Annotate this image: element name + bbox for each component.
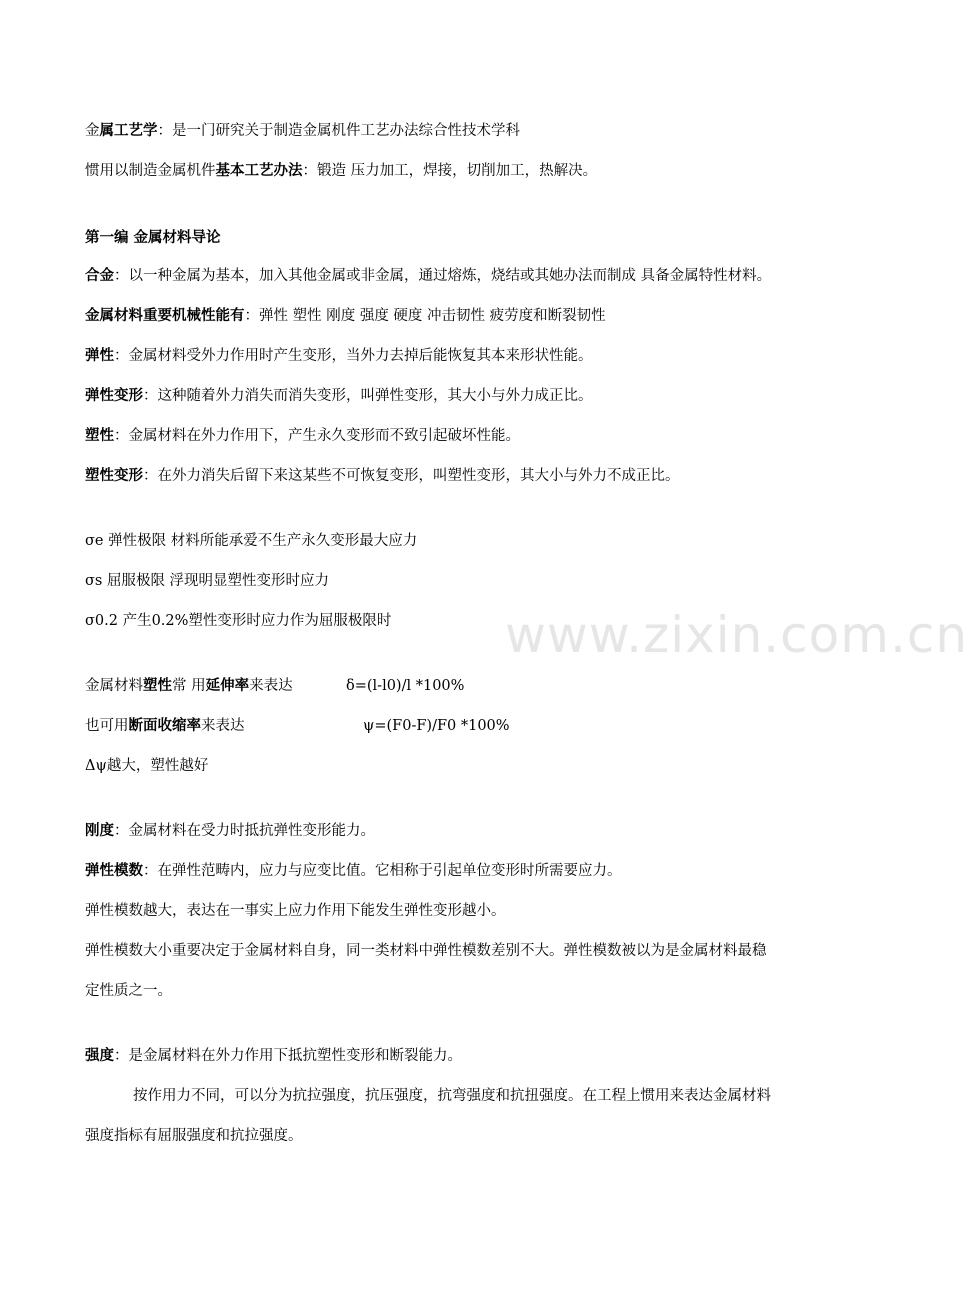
modulus-paragraph-1: 弹性模数越大，表达在一事实上应力作用下能发生弹性变形越小。 xyxy=(85,903,506,919)
reduction-formula: ψ=(F0-F)/F0 *100% xyxy=(363,718,510,734)
text: ：锻造 压力加工，焊接，切削加工，热解决。 xyxy=(302,163,598,179)
elongation-formula: δ=(l-l0)/l *100% xyxy=(346,678,465,694)
modulus-paragraph-2a: 弹性模数大小重要决定于金属材料自身，同一类材料中弹性模数差别不大。弹性模数被以为是金属材料最稳 xyxy=(85,943,767,959)
text: ：弹性 塑性 刚度 强度 硬度 冲击韧性 疲劳度和断裂韧性 xyxy=(244,308,606,324)
limit-proof: σ0.2 产生0.2%塑性变形时应力作为屈服极限时 xyxy=(85,613,392,629)
term: 属工艺学 xyxy=(99,123,158,139)
term: 强度 xyxy=(85,1048,114,1064)
def-alloy xyxy=(85,266,771,286)
text: ：金属材料在外力作用下，产生永久变形而不致引起破坏性能。 xyxy=(114,428,520,444)
term: 刚度 xyxy=(85,823,114,839)
modulus-paragraph-2b: 定性质之一。 xyxy=(85,983,172,999)
text: ：在弹性范畴内，应力与应变比值。它相称于引起单位变形时所需要应力。 xyxy=(143,863,622,879)
term: 延伸率 xyxy=(205,678,250,694)
intro-line-1 xyxy=(85,121,520,141)
limit-yield: σs 屈服极限 浮现明显塑性变形时应力 xyxy=(85,573,330,589)
text: 来表达 xyxy=(201,718,245,734)
strength-paragraph-b: 强度指标有屈服强度和抗拉强度。 xyxy=(85,1128,303,1144)
plasticity-line-2 xyxy=(85,716,245,736)
def-elastic-deformation xyxy=(85,386,593,406)
text: 来表达 xyxy=(249,678,293,694)
def-strength xyxy=(85,1046,462,1066)
def-modulus xyxy=(85,861,622,881)
limit-elastic: σe 弹性极限 材料所能承爱不生产永久变形最大应力 xyxy=(85,533,418,549)
text: ：是金属材料在外力作用下抵抗塑性变形和断裂能力。 xyxy=(114,1048,462,1064)
strength-paragraph-a: 按作用力不同，可以分为抗拉强度，抗压强度，抗弯强度和抗扭强度。在工程上惯用来表达金属材料 xyxy=(133,1088,771,1104)
plasticity-line-3: Δψ越大，塑性越好 xyxy=(85,758,209,774)
section-title: 第一编 金属材料导论 xyxy=(85,230,221,246)
watermark: www.zixin.com.cn xyxy=(505,606,968,664)
def-plasticity xyxy=(85,426,520,446)
text: 惯用以制造金属机件 xyxy=(85,163,216,179)
text: ：金属材料受外力作用时产生变形，当外力去掉后能恢复其本来形状性能。 xyxy=(114,348,593,364)
term: 塑性 xyxy=(85,428,114,444)
term: 弹性 xyxy=(85,348,114,364)
text: 也可用 xyxy=(85,718,129,734)
term: 断面收缩率 xyxy=(128,718,201,734)
plasticity-line-1 xyxy=(85,676,293,696)
term: 弹性模数 xyxy=(85,863,143,879)
term: 塑性 xyxy=(143,678,172,694)
term: 塑性变形 xyxy=(85,468,143,484)
def-mechanical xyxy=(85,306,606,326)
def-plastic-deformation xyxy=(85,466,680,486)
text: ：在外力消失后留下来这某些不可恢复变形，叫塑性变形，其大小与外力不成正比。 xyxy=(143,468,680,484)
term: 弹性变形 xyxy=(85,388,143,404)
term: 合金 xyxy=(85,268,114,284)
text: ：是一门研究关于制造金属机件工艺办法综合性技术学科 xyxy=(157,123,520,139)
text: 金 xyxy=(85,123,100,139)
term: 基本工艺办法 xyxy=(215,163,303,179)
text: ：以一种金属为基本，加入其他金属或非金属，通过熔炼，烧结或其她办法而制成 具备金属特性材料。 xyxy=(114,268,772,284)
text: 金属材料 xyxy=(85,678,143,694)
intro-line-2 xyxy=(85,161,597,181)
def-elasticity xyxy=(85,346,593,366)
text: ：金属材料在受力时抵抗弹性变形能力。 xyxy=(114,823,375,839)
text: 常 用 xyxy=(172,678,206,694)
text: ：这种随着外力消失而消失变形，叫弹性变形，其大小与外力成正比。 xyxy=(143,388,593,404)
term: 金属材料重要机械性能有 xyxy=(85,308,245,324)
def-stiffness xyxy=(85,821,375,841)
